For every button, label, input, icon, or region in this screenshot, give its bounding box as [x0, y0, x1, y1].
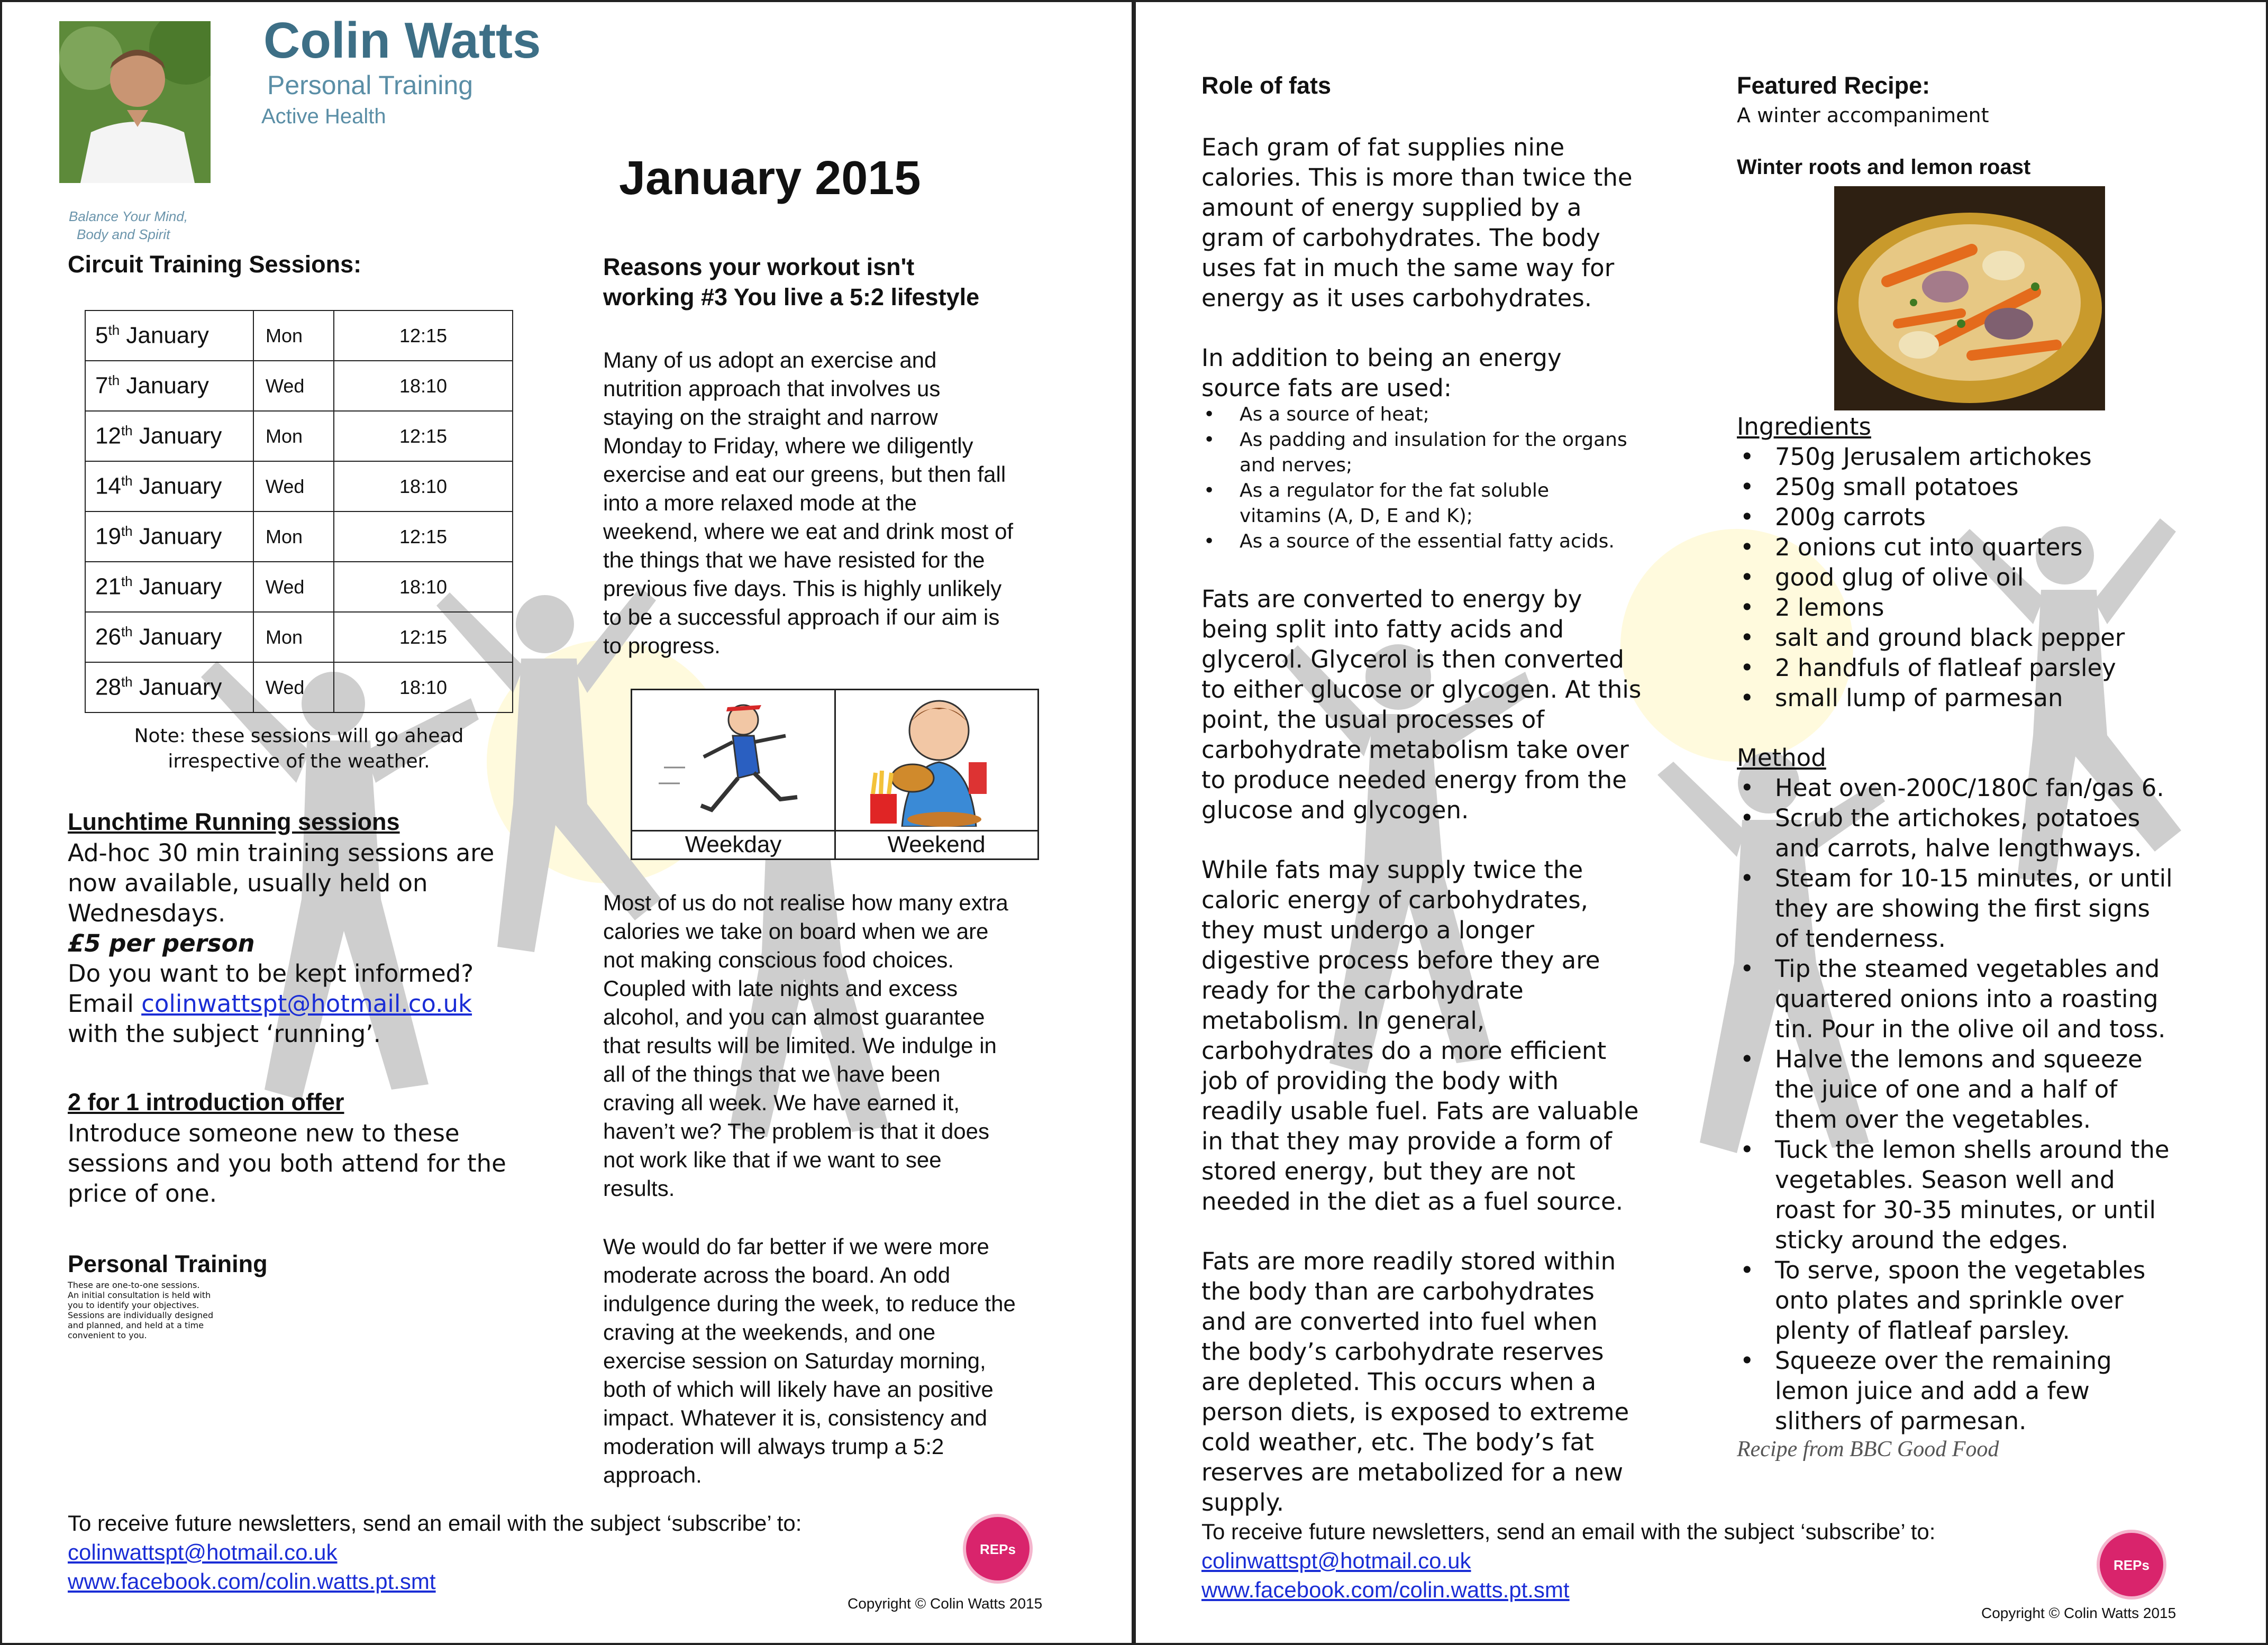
fats-paragraph-2	[1201, 343, 1688, 403]
article-line: to progress.	[603, 633, 721, 658]
method-step-line: they are showing the first signs	[1775, 894, 2150, 922]
offer-section	[68, 1086, 570, 1209]
pt-body	[68, 1280, 570, 1340]
footer-block-2	[1201, 1517, 1935, 1604]
schedule-date-number: 7	[95, 372, 108, 399]
pt-line: convenient to you.	[68, 1330, 147, 1340]
fats-line: stored energy, but they are not	[1201, 1157, 1575, 1185]
schedule-row	[85, 562, 513, 612]
article-line: indulgence during the week, to reduce the	[603, 1291, 1016, 1316]
method-step-line: • Squeeze over the remaining	[1775, 1347, 2112, 1375]
schedule-date-number: 14	[95, 473, 121, 499]
weekday-weekend-figure	[631, 689, 1039, 860]
tagline-line-1: Balance Your Mind,	[69, 208, 188, 224]
reps-badge-label-2: REPs	[2114, 1557, 2149, 1573]
running-line-2: now available, usually held on	[68, 869, 428, 897]
method-step-line: them over the vegetables.	[1775, 1105, 2091, 1134]
method-list	[1737, 773, 2234, 1436]
running-line-5: with the subject ‘running’.	[68, 1020, 381, 1048]
method-heading: Method	[1737, 744, 1826, 772]
ingredient-item: • 2 onions cut into quarters	[1737, 532, 2234, 562]
schedule-row	[85, 511, 513, 562]
pt-heading: Personal Training	[68, 1250, 268, 1277]
footer-copyright: Copyright © Colin Watts 2015	[848, 1595, 1043, 1612]
ingredient-item: • 750g Jerusalem artichokes	[1737, 442, 2234, 472]
circuit-schedule-table	[85, 310, 513, 713]
article-line: Coupled with late nights and excess	[603, 976, 958, 1001]
article-line: haven’t we? The problem is that it does	[603, 1119, 989, 1144]
schedule-row	[85, 612, 513, 662]
fats-use-item-line: • As a source of the essential fatty acids.	[1240, 531, 1615, 552]
schedule-date-suffix: th	[121, 573, 133, 590]
article-paragraph-3	[603, 1232, 1079, 1489]
ingredients-heading: Ingredients	[1737, 413, 1871, 441]
schedule-date-month: January	[120, 372, 209, 399]
footer-facebook-link-2[interactable]: www.facebook.com/colin.watts.pt.smt	[1201, 1577, 1570, 1602]
article-line: We would do far better if we were more	[603, 1234, 989, 1259]
pt-line: These are one-to-one sessions.	[68, 1280, 200, 1290]
method-step	[1737, 863, 2234, 954]
fats-line: person diets, is exposed to extreme	[1201, 1398, 1629, 1426]
schedule-date-number: 5	[95, 322, 108, 349]
fats-line: In addition to being an energy	[1201, 344, 1562, 372]
schedule-date	[85, 310, 253, 361]
ingredient-item: • good glug of olive oil	[1737, 562, 2234, 592]
article-line: into a more relaxed mode at the	[603, 490, 917, 515]
article-title-line-2: working #3 You live a 5:2 lifestyle	[603, 284, 980, 310]
schedule-date-suffix: th	[121, 423, 133, 439]
article-line: weekend, where we eat and drink most of	[603, 519, 1014, 544]
footer-copyright-2: Copyright © Colin Watts 2015	[1981, 1605, 2176, 1621]
brand-line-active-health: Active Health	[261, 105, 386, 128]
schedule-day: Wed	[253, 461, 334, 511]
pt-line: and planned, and held at a time	[68, 1320, 204, 1330]
article-line: both of which will likely have an positive	[603, 1377, 994, 1402]
circuit-note	[85, 724, 513, 774]
schedule-row	[85, 361, 513, 411]
fats-line: the body’s carbohydrate reserves	[1201, 1338, 1604, 1366]
footer-facebook-link[interactable]: www.facebook.com/colin.watts.pt.smt	[68, 1569, 436, 1594]
method-step-line: • Tuck the lemon shells around the	[1775, 1136, 2170, 1164]
fats-line: in that they may provide a form of	[1201, 1127, 1612, 1155]
fats-line: and are converted into fuel when	[1201, 1308, 1598, 1336]
article-line: not making conscious food choices.	[603, 947, 954, 972]
schedule-date-suffix: th	[121, 523, 133, 540]
caption-weekday: Weekday	[685, 831, 782, 857]
running-section	[68, 806, 570, 1049]
method-step-line: and carrots, halve lengthways.	[1775, 834, 2142, 862]
footer-email-link[interactable]: colinwattspt@hotmail.co.uk	[68, 1540, 338, 1565]
schedule-time: 12:15	[334, 511, 513, 562]
schedule-time: 12:15	[334, 612, 513, 662]
burger-eating-cartoon-icon	[849, 693, 1029, 827]
method-step-line: roast for 30-35 minutes, or until	[1775, 1196, 2156, 1224]
schedule-date-month: January	[132, 624, 222, 650]
tagline-line-2: Body and Spirit	[77, 226, 170, 242]
article-line: the things that we have resisted for the	[603, 547, 985, 572]
recipe-subheading: A winter accompaniment	[1737, 104, 1989, 127]
caption-weekend: Weekend	[887, 831, 986, 857]
schedule-date-month: January	[132, 523, 222, 550]
ingredient-item: • 2 lemons	[1737, 592, 2234, 623]
running-email-prefix: Email	[68, 990, 142, 1018]
method-step-line: plenty of flatleaf parsley.	[1775, 1317, 2070, 1345]
ingredient-item: • 2 handfuls of flatleaf parsley	[1737, 653, 2234, 683]
reps-badge-icon	[963, 1514, 1033, 1584]
fats-line: caloric energy of carbohydrates,	[1201, 886, 1588, 914]
fats-line: reserves are metabolized for a new	[1201, 1458, 1624, 1486]
schedule-date-number: 12	[95, 423, 121, 449]
recipe-name: Winter roots and lemon roast	[1737, 156, 2031, 179]
schedule-date-month: January	[132, 473, 222, 499]
schedule-time: 18:10	[334, 461, 513, 511]
fats-use-item	[1201, 478, 1688, 529]
article-line: Many of us adopt an exercise and	[603, 348, 937, 372]
fats-line: to produce needed energy from the	[1201, 766, 1627, 794]
schedule-day: Wed	[253, 562, 334, 612]
article-line: exercise session on Saturday morning,	[603, 1348, 986, 1373]
schedule-day: Mon	[253, 511, 334, 562]
recipe-heading: Featured Recipe:	[1737, 72, 1930, 99]
fats-line: calories. This is more than twice the	[1201, 163, 1633, 191]
schedule-time: 18:10	[334, 562, 513, 612]
article-title-line-1: Reasons your workout isn't	[603, 253, 915, 280]
runner-cartoon-icon	[653, 693, 823, 827]
fats-line: carbohydrate metabolism take over	[1201, 736, 1629, 764]
offer-line-1: Introduce someone new to these	[68, 1119, 460, 1147]
fats-line: Each gram of fat supplies nine	[1201, 133, 1565, 161]
method-step	[1737, 1255, 2234, 1346]
method-step-line: vegetables. Season well and	[1775, 1166, 2115, 1194]
fats-line: gram of carbohydrates. The body	[1201, 224, 1600, 252]
article-line: calories we take on board when we are	[603, 919, 989, 944]
article-paragraph-1	[603, 346, 1079, 660]
schedule-date-number: 28	[95, 674, 121, 700]
schedule-row	[85, 662, 513, 712]
fats-line: source fats are used:	[1201, 374, 1452, 402]
ingredients-list	[1737, 442, 2234, 713]
fats-line: to either glucose or glycogen. At this	[1201, 675, 1642, 703]
fats-line: amount of energy supplied by a	[1201, 194, 1582, 222]
method-step	[1737, 1135, 2234, 1255]
schedule-date	[85, 411, 253, 461]
schedule-row	[85, 411, 513, 461]
method-step-line: sticky around the edges.	[1775, 1226, 2069, 1254]
fats-use-item	[1201, 427, 1688, 478]
fats-line: ready for the carbohydrate	[1201, 976, 1524, 1004]
fats-line: are depleted. This occurs when a	[1201, 1368, 1597, 1396]
schedule-date-number: 21	[95, 573, 121, 600]
article-line: not work like that if we want to see	[603, 1147, 942, 1172]
fats-line: needed in the diet as a fuel source.	[1201, 1187, 1623, 1216]
method-step	[1737, 773, 2234, 803]
article-line: impact. Whatever it is, consistency and	[603, 1405, 987, 1430]
article-line: craving all week. We have earned it,	[603, 1090, 960, 1115]
schedule-date-month: January	[132, 423, 222, 449]
fats-line: being split into fatty acids and	[1201, 615, 1564, 643]
fats-line: Fats are more readily stored within	[1201, 1247, 1616, 1275]
recipe-credit: Recipe from BBC Good Food	[1737, 1437, 1999, 1461]
method-step-line: quartered onions into a roasting	[1775, 985, 2158, 1013]
fats-line: job of providing the body with	[1201, 1067, 1559, 1095]
fats-use-item-line: • As padding and insulation for the organs	[1240, 429, 1627, 451]
running-price: £5 per person	[68, 929, 255, 957]
method-step-line: • Halve the lemons and squeeze	[1775, 1045, 2143, 1073]
issue-title: January 2015	[619, 152, 921, 205]
fats-line: glucose and glycogen.	[1201, 796, 1469, 824]
method-step-line: • Steam for 10-15 minutes, or until	[1775, 864, 2173, 892]
schedule-day: Wed	[253, 361, 334, 411]
schedule-time: 12:15	[334, 411, 513, 461]
schedule-date-suffix: th	[121, 674, 133, 690]
article-line: exercise and eat our greens, but then fall	[603, 462, 1006, 487]
method-step	[1737, 803, 2234, 863]
schedule-row	[85, 461, 513, 511]
method-step	[1737, 1346, 2234, 1436]
schedule-date	[85, 562, 253, 612]
schedule-date-suffix: th	[121, 473, 133, 489]
offer-heading: 2 for 1 introduction offer	[68, 1089, 344, 1116]
method-step-line: tin. Pour in the olive oil and toss.	[1775, 1015, 2166, 1043]
fats-use-item	[1201, 402, 1688, 427]
fats-line: While fats may supply twice the	[1201, 856, 1583, 884]
method-step-line: slithers of parmesan.	[1775, 1407, 2027, 1435]
fats-line: uses fat in much the same way for	[1201, 254, 1615, 282]
trainer-photo	[59, 21, 211, 183]
schedule-day: Mon	[253, 612, 334, 662]
footer-subscribe-text-2: To receive future newsletters, send an email with the subject ‘subscribe’ to:	[1201, 1519, 1936, 1544]
method-section	[1737, 743, 2234, 1436]
offer-line-3: price of one.	[68, 1180, 217, 1208]
article-line: moderation will always trump a 5:2	[603, 1434, 944, 1459]
article-line: craving at the weekends, and one	[603, 1320, 936, 1345]
schedule-date-suffix: th	[121, 624, 133, 640]
schedule-time: 18:10	[334, 361, 513, 411]
fats-line: point, the usual processes of	[1201, 706, 1545, 734]
fats-use-item-line: and nerves;	[1240, 454, 1353, 476]
method-step-line: lemon juice and add a few	[1775, 1377, 2090, 1405]
article-line: Most of us do not realise how many extra	[603, 890, 1008, 915]
method-step-line: the juice of one and a half of	[1775, 1075, 2118, 1103]
article-paragraph-2	[603, 889, 1079, 1203]
fats-heading: Role of fats	[1201, 72, 1332, 99]
fats-paragraph-4	[1201, 855, 1688, 1217]
method-step-line: • To serve, spoon the vegetables	[1775, 1256, 2146, 1284]
schedule-day: Wed	[253, 662, 334, 712]
schedule-date-month: January	[120, 322, 209, 349]
personal-training-section	[68, 1248, 570, 1340]
fats-line: digestive process before they are	[1201, 946, 1600, 974]
footer-subscribe-text: To receive future newsletters, send an email with the subject ‘subscribe’ to:	[68, 1511, 802, 1536]
ingredient-item: • 200g carrots	[1737, 502, 2234, 532]
schedule-date	[85, 361, 253, 411]
footer-block	[68, 1509, 801, 1596]
schedule-date-number: 26	[95, 624, 121, 650]
fats-use-item-line: • As a regulator for the fat soluble	[1240, 480, 1549, 501]
schedule-date	[85, 612, 253, 662]
pt-line: Sessions are individually designed	[68, 1310, 214, 1320]
schedule-day: Mon	[253, 411, 334, 461]
method-step	[1737, 1044, 2234, 1135]
article-line: all of the things that we have been	[603, 1062, 941, 1086]
reps-badge-label: REPs	[980, 1541, 1016, 1557]
schedule-date	[85, 511, 253, 562]
article-line: moderate across the board. An odd	[603, 1263, 951, 1287]
fats-paragraph-1	[1201, 132, 1688, 313]
method-step-line: • Scrub the artichokes, potatoes	[1775, 804, 2141, 832]
fats-use-item-line: vitamins (A, D, E and K);	[1240, 505, 1473, 527]
method-step-line: onto plates and sprinkle over	[1775, 1286, 2124, 1314]
fats-line: supply.	[1201, 1488, 1285, 1516]
running-heading: Lunchtime Running sessions	[68, 808, 400, 835]
brand-line-personal-training: Personal Training	[267, 70, 473, 100]
schedule-date-month: January	[132, 674, 222, 700]
schedule-date-number: 19	[95, 523, 121, 550]
fats-use-item-line: • As a source of heat;	[1240, 404, 1429, 425]
schedule-time: 18:10	[334, 662, 513, 712]
ingredient-item: • small lump of parmesan	[1737, 683, 2234, 713]
ingredient-item: • 250g small potatoes	[1737, 472, 2234, 502]
fats-line: energy as it uses carbohydrates.	[1201, 284, 1592, 312]
running-line-3: Wednesdays.	[68, 899, 226, 927]
ingredients-section	[1737, 412, 2234, 713]
fats-uses-list	[1201, 402, 1688, 554]
schedule-date	[85, 662, 253, 712]
fats-use-item	[1201, 529, 1688, 554]
method-step-line: • Tip the steamed vegetables and	[1775, 955, 2160, 983]
article-line: staying on the straight and narrow	[603, 405, 938, 429]
article-line: nutrition approach that involves us	[603, 376, 941, 401]
method-step-line: of tenderness.	[1775, 925, 1946, 953]
article-line: previous five days. This is highly unlikely	[603, 576, 1002, 601]
running-line-4: Do you want to be kept informed?	[68, 959, 474, 988]
schedule-row	[85, 310, 513, 361]
fats-line: readily usable fuel. Fats are valuable	[1201, 1097, 1639, 1125]
fats-line: metabolism. In general,	[1201, 1007, 1485, 1035]
fats-line: they must undergo a longer	[1201, 916, 1535, 944]
article-line: that results will be limited. We indulge in	[603, 1033, 997, 1058]
article-line: alcohol, and you can almost guarantee	[603, 1004, 985, 1029]
circuit-note-line-2: irrespective of the weather.	[168, 751, 430, 772]
schedule-date-suffix: th	[108, 372, 120, 389]
article-line: to be a successful approach if our aim is	[603, 605, 1000, 629]
recipe-photo	[1834, 186, 2105, 410]
pt-line: An initial consultation is held with	[68, 1290, 211, 1300]
schedule-time: 12:15	[334, 310, 513, 361]
article-title	[603, 252, 979, 312]
article-line: results.	[603, 1176, 675, 1201]
article-line: approach.	[603, 1463, 702, 1487]
offer-line-2: sessions and you both attend for the	[68, 1149, 506, 1177]
schedule-date-month: January	[132, 573, 222, 600]
fats-line: the body than are carbohydrates	[1201, 1277, 1595, 1305]
fats-paragraph-5	[1201, 1246, 1688, 1518]
running-line-1: Ad-hoc 30 min training sessions are	[68, 839, 495, 867]
pt-line: you to identify your objectives.	[68, 1300, 199, 1310]
running-email-link[interactable]: colinwattspt@hotmail.co.uk	[141, 990, 472, 1018]
schedule-date	[85, 461, 253, 511]
circuit-heading: Circuit Training Sessions:	[68, 251, 362, 278]
schedule-day: Mon	[253, 310, 334, 361]
fats-line: carbohydrates do a more efficient	[1201, 1037, 1607, 1065]
running-email-line	[68, 989, 570, 1019]
fats-line: cold weather, etc. The body’s fat	[1201, 1428, 1594, 1456]
ingredient-item: • salt and ground black pepper	[1737, 623, 2234, 653]
method-step	[1737, 954, 2234, 1044]
footer-email-link-2[interactable]: colinwattspt@hotmail.co.uk	[1201, 1548, 1471, 1573]
fats-line: glycerol. Glycerol is then converted	[1201, 645, 1624, 673]
circuit-note-line-1: Note: these sessions will go ahead	[134, 725, 464, 747]
brand-name: Colin Watts	[263, 12, 541, 69]
fats-line: Fats are converted to energy by	[1201, 585, 1582, 613]
fats-paragraph-3	[1201, 584, 1688, 825]
schedule-date-suffix: th	[108, 322, 120, 339]
newsletter-page-2	[1134, 0, 2268, 1645]
article-line: Monday to Friday, where we diligently	[603, 433, 973, 458]
method-step-line: • Heat oven-200C/180C fan/gas 6.	[1775, 774, 2164, 802]
reps-badge-icon-2	[2097, 1530, 2166, 1600]
